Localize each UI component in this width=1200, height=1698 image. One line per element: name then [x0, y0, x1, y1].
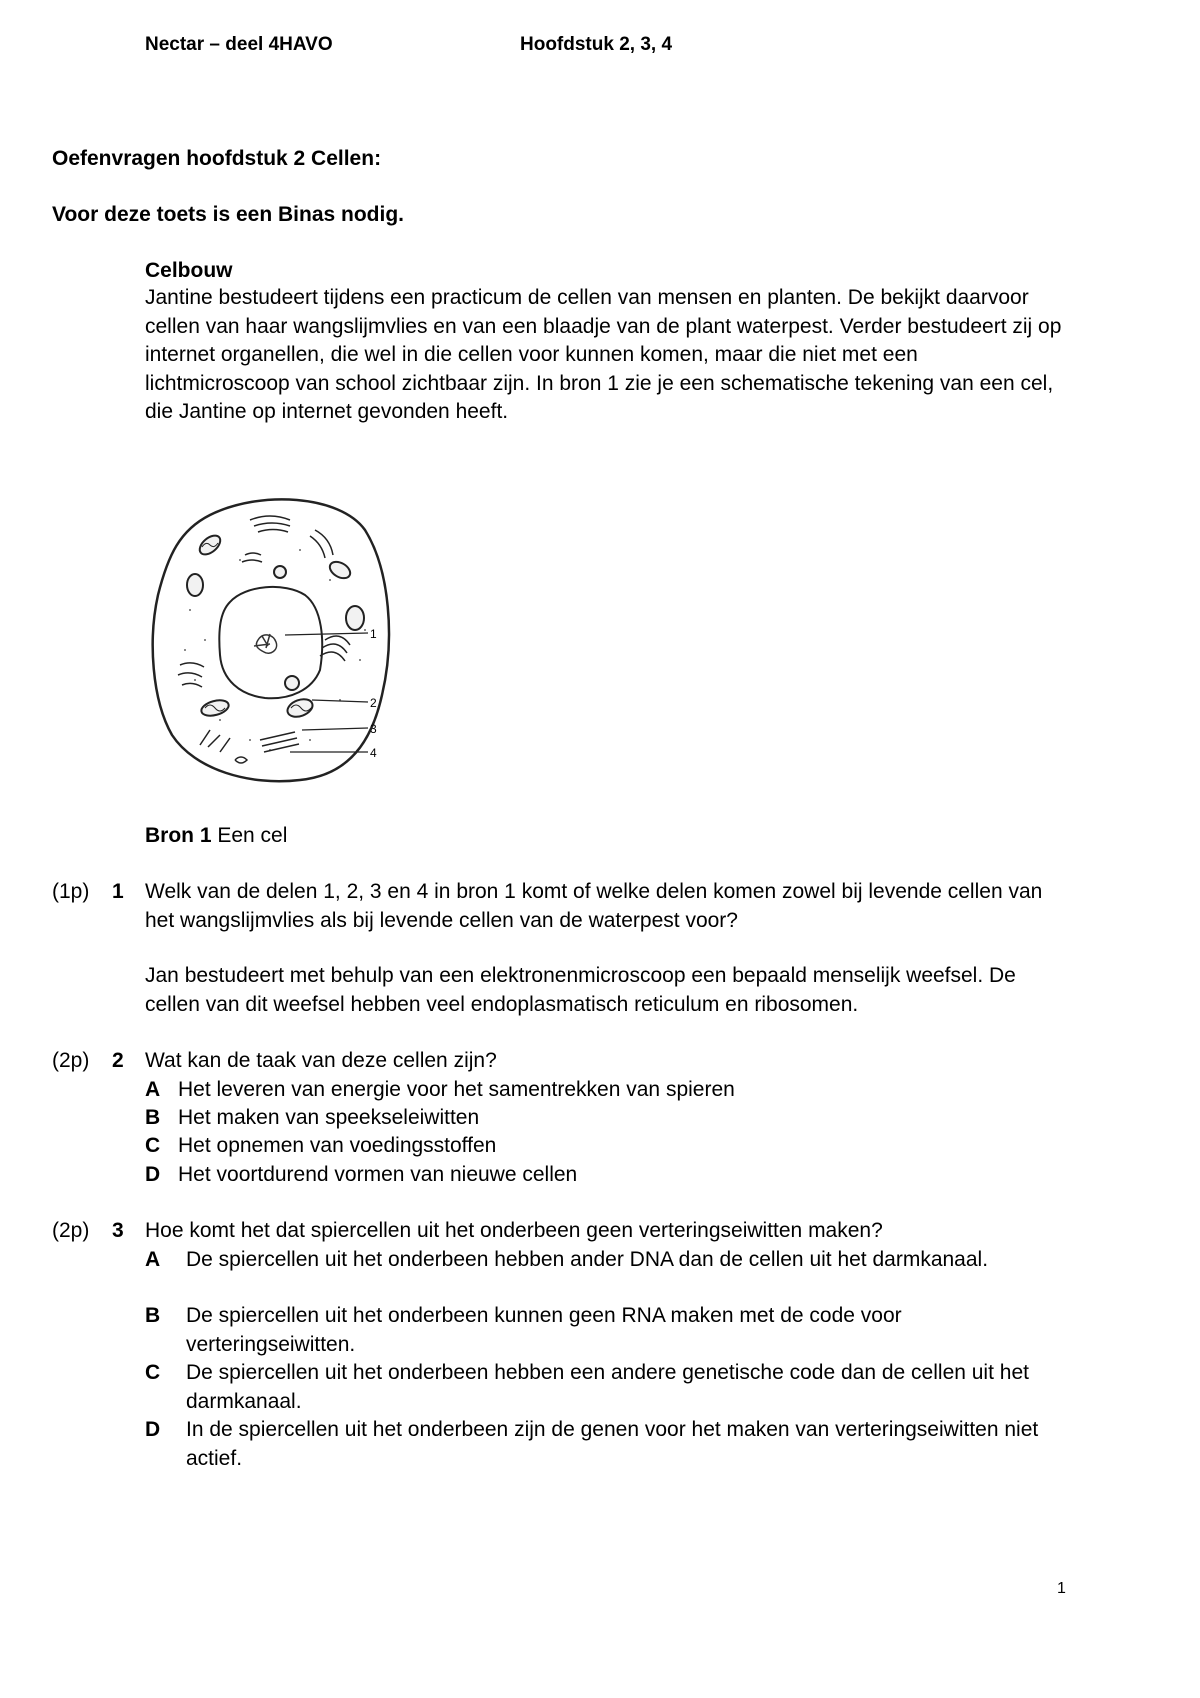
nucleolus	[254, 634, 277, 653]
figure-label-3: 3	[370, 722, 377, 736]
question-2-option-c-letter: C	[145, 1134, 161, 1157]
question-3-number: 3	[112, 1219, 124, 1242]
question-3-option-c-text: De spiercellen uit het onderbeen hebben een andere genetische code dan de cellen uit het darmkanaal.	[186, 1361, 1029, 1413]
question-3-option-b-text: De spiercellen uit het onderbeen kunnen geen RNA maken met de code voor verteringseiwitten.	[186, 1304, 902, 1356]
question-2-option-c-text: Het opnemen van voedingsstoffen	[178, 1134, 497, 1157]
question-2-option-d-letter: D	[145, 1163, 161, 1186]
question-3-points: (2p)	[52, 1219, 90, 1242]
question-3-text: Hoe komt het dat spiercellen uit het onderbeen geen verteringseiwitten maken?	[145, 1219, 883, 1242]
cell-membrane	[153, 499, 389, 781]
figure-caption	[145, 822, 1065, 851]
cell-drawing	[150, 490, 430, 790]
cell-figure	[150, 490, 430, 790]
figure-label-4: 4	[370, 746, 377, 760]
question-2-option-a-text: Het leveren van energie voor het samentrekken van spieren	[178, 1078, 735, 1101]
figure-label-1: 1	[370, 627, 377, 641]
question-3-option-d-text: In de spiercellen uit het onderbeen zijn de genen voor het maken van verteringseiwitten niet actief.	[186, 1418, 1039, 1470]
question-3-option-a-text: De spiercellen uit het onderbeen hebben ander DNA dan de cellen uit het darmkanaal.	[186, 1248, 989, 1271]
question-3-option-b-letter: B	[145, 1304, 161, 1327]
question-2-context: Jan bestudeert met behulp van een elektronenmicroscoop een bepaald menselijk weefsel. De cellen van dit weefsel hebben veel endoplasmatisch reticulum en ribosomen.	[145, 964, 1016, 1016]
figure-caption-text: Een cel	[217, 824, 288, 847]
figure-label-2: 2	[370, 696, 377, 710]
mitochondria	[187, 532, 364, 720]
question-2-number: 2	[112, 1049, 124, 1072]
question-3-option-d-letter: D	[145, 1418, 161, 1441]
question-1-points: (1p)	[52, 880, 90, 903]
question-2-option-d-text: Het voortdurend vormen van nieuwe cellen	[178, 1163, 578, 1186]
page-title: Oefenvragen hoofdstuk 2 Cellen:	[52, 147, 382, 170]
question-2-option-a-letter: A	[145, 1078, 161, 1101]
section-heading: Celbouw	[145, 259, 233, 282]
question-1-number: 1	[112, 880, 124, 903]
question-3-option-c-letter: C	[145, 1361, 161, 1384]
question-2-text: Wat kan de taak van deze cellen zijn?	[145, 1049, 497, 1072]
page-subtitle: Voor deze toets is een Binas nodig.	[52, 203, 405, 226]
question-2-option-b-letter: B	[145, 1106, 161, 1129]
page-number: 1	[1057, 1580, 1066, 1597]
question-2-option-b-text: Het maken van speekseleiwitten	[178, 1106, 480, 1129]
question-3-option-a-letter: A	[145, 1248, 161, 1271]
question-1-text: Welk van de delen 1, 2, 3 en 4 in bron 1 komt of welke delen komen zowel bij levende cellen van het wangslijmvlies als bij levende cellen van de waterpest voor?	[145, 880, 1043, 932]
header-right: Hoofdstuk 2, 3, 4	[520, 34, 673, 55]
figure-caption-bold: Bron 1	[145, 824, 212, 847]
section-intro: Jantine bestudeert tijdens een practicum de cellen van mensen en planten. De bekijkt daarvoor cellen van haar wangslijmvlies en van een blaadje van de plant waterpest. Verder bestudeert zij op internet organellen, die wel in die cellen voor kunnen komen, maar die niet met een lichtmicroscoop van school zichtbaar zijn. In bron 1 zie je een schematische tekening van een cel, die Jantine op internet gevonden heeft.	[145, 286, 1062, 423]
header-left: Nectar – deel 4HAVO	[145, 34, 333, 55]
question-2-points: (2p)	[52, 1049, 90, 1072]
nucleus	[219, 587, 322, 698]
